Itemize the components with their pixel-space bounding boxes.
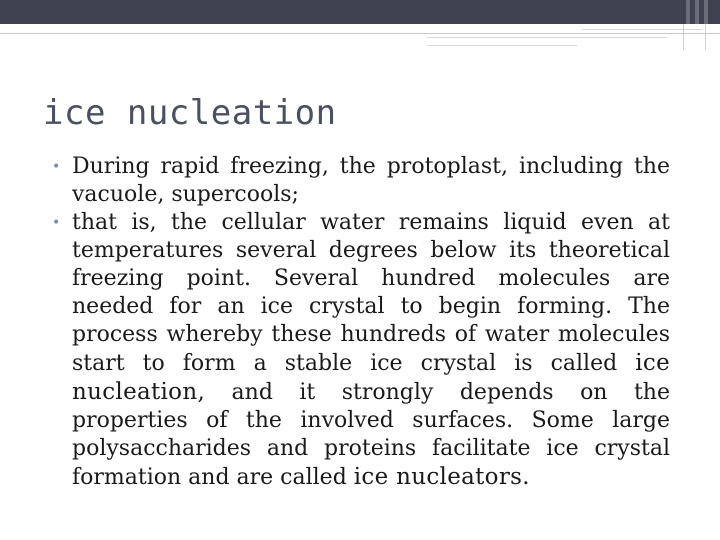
bullet-list xyxy=(50,153,670,492)
divider-line xyxy=(683,24,684,50)
bullet-icon: • xyxy=(52,215,61,231)
bullet-icon: • xyxy=(52,159,61,175)
header-bar-accent xyxy=(695,0,699,24)
bullet-text: During rapid freezing, the protoplast, including the vacuole, supercools; xyxy=(72,154,670,207)
header-bar-accent xyxy=(704,0,708,24)
slide-title: ice nucleation xyxy=(43,93,337,133)
header-bar-accent xyxy=(686,0,690,24)
divider-line xyxy=(427,45,577,46)
keyword-ice-nucleation: ice nucleation, xyxy=(72,350,670,405)
keyword-ice-nucleators: ice nucleators. xyxy=(353,464,530,490)
header-bar xyxy=(0,0,720,24)
divider-line xyxy=(705,24,706,50)
bullet-text: and it strongly depends on the properties of the involved surfaces. Some large polysaccharides and proteins facilitate ice crystal formation and are called xyxy=(72,380,670,490)
divider-line xyxy=(427,37,667,38)
bullet-text: that is, the cellular water remains liquid even at temperatures several degrees below its theoretical freezing point. Several hundred molecules are needed for an ice crystal to begin forming. The process whereby these hundreds of water molecules start to form a stable ice crystal is called xyxy=(72,210,670,376)
bullet-item xyxy=(50,153,670,209)
divider-line xyxy=(582,29,702,30)
divider-line xyxy=(0,33,720,34)
bullet-item xyxy=(50,209,670,492)
